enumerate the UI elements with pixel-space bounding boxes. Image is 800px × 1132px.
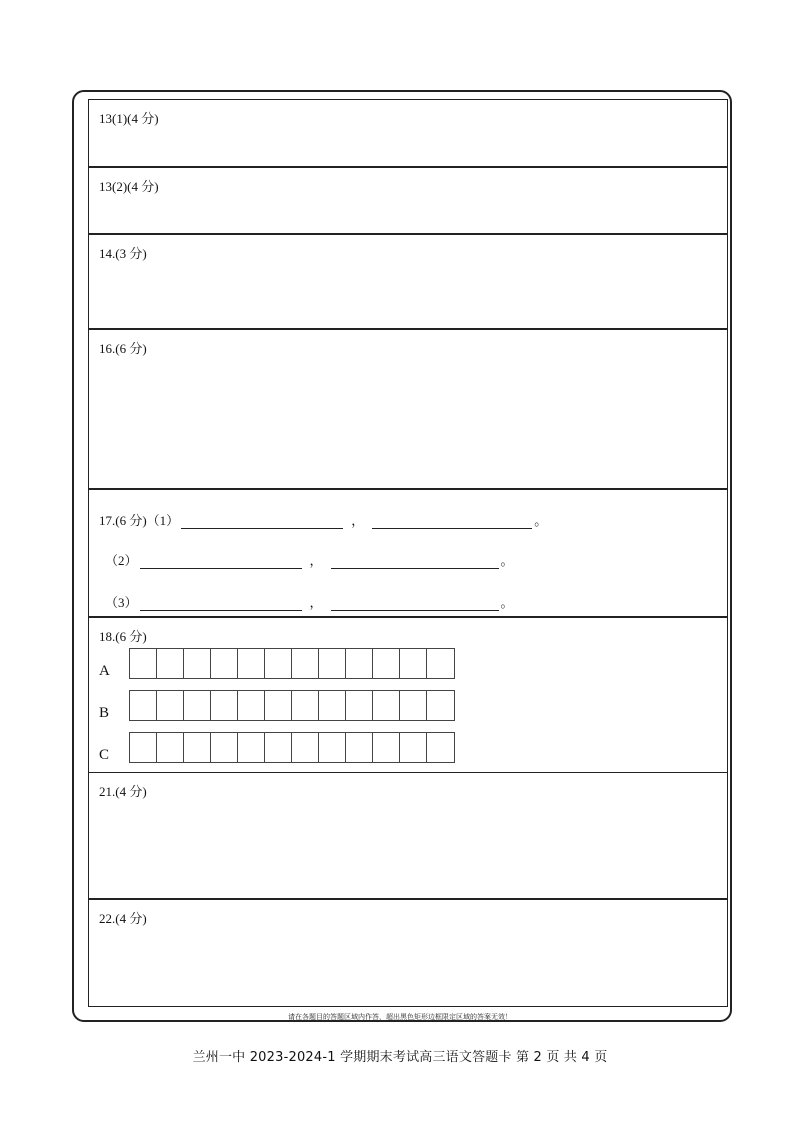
character-box[interactable] xyxy=(400,649,427,678)
page-footer: 兰州一中 2023-2024-1 学期期末考试高三语文答题卡 第 2 页 共 4 页 xyxy=(192,1050,608,1065)
period: 。 xyxy=(500,595,514,610)
character-box[interactable] xyxy=(319,649,346,678)
option-letter: C xyxy=(99,747,110,763)
question-label: 21.(4 分) xyxy=(99,784,147,799)
character-box[interactable] xyxy=(400,691,427,720)
character-box[interactable] xyxy=(373,691,400,720)
question-label: 18.(6 分) xyxy=(99,629,147,644)
character-box[interactable] xyxy=(238,649,265,678)
answer-area-13-1[interactable] xyxy=(88,99,728,167)
character-box[interactable] xyxy=(292,691,319,720)
character-box[interactable] xyxy=(238,691,265,720)
character-box[interactable] xyxy=(400,733,427,762)
grid-row-a xyxy=(99,648,455,679)
answer-area-16[interactable] xyxy=(88,329,728,489)
character-box[interactable] xyxy=(238,733,265,762)
character-box[interactable] xyxy=(373,733,400,762)
answer-area-18 xyxy=(88,617,728,773)
answer-area-21[interactable] xyxy=(88,772,728,899)
boundary-notice: 请在各题目的答题区域内作答，超出黑色矩形边框限定区域的答案无效！ xyxy=(288,1013,512,1021)
character-box[interactable] xyxy=(157,649,184,678)
period: 。 xyxy=(500,553,514,568)
character-box[interactable] xyxy=(319,691,346,720)
character-box[interactable] xyxy=(427,691,454,720)
character-box[interactable] xyxy=(265,691,292,720)
character-box[interactable] xyxy=(346,691,373,720)
character-box[interactable] xyxy=(427,733,454,762)
character-box[interactable] xyxy=(157,733,184,762)
character-box[interactable] xyxy=(184,691,211,720)
character-box[interactable] xyxy=(157,691,184,720)
question-label: 14.(3 分) xyxy=(99,246,147,261)
comma: ， xyxy=(351,513,365,528)
answer-area-17 xyxy=(88,489,728,617)
fill-blank[interactable] xyxy=(140,598,302,611)
character-box[interactable] xyxy=(427,649,454,678)
period: 。 xyxy=(534,513,548,528)
fill-blank[interactable] xyxy=(181,516,343,529)
character-box[interactable] xyxy=(292,649,319,678)
character-box[interactable] xyxy=(373,649,400,678)
character-box[interactable] xyxy=(130,691,157,720)
fill-blank[interactable] xyxy=(140,556,302,569)
character-box[interactable] xyxy=(265,733,292,762)
comma: ， xyxy=(309,553,323,568)
option-letter: A xyxy=(99,663,110,679)
character-box[interactable] xyxy=(211,691,238,720)
character-box[interactable] xyxy=(130,649,157,678)
character-grid xyxy=(129,732,455,763)
grid-row-c xyxy=(99,732,455,763)
answer-area-13-2[interactable] xyxy=(88,167,728,234)
option-letter: B xyxy=(99,705,110,721)
comma: ， xyxy=(309,595,323,610)
part-label: （3） xyxy=(105,595,138,610)
character-box[interactable] xyxy=(184,649,211,678)
question-label: 17.(6 分) xyxy=(99,513,147,528)
character-grid xyxy=(129,648,455,679)
question-label: 16.(6 分) xyxy=(99,341,147,356)
character-box[interactable] xyxy=(184,733,211,762)
answer-area-14[interactable] xyxy=(88,234,728,329)
question-label: 13(1)(4 分) xyxy=(99,111,159,126)
character-box[interactable] xyxy=(211,733,238,762)
fill-blank[interactable] xyxy=(331,556,499,569)
character-box[interactable] xyxy=(319,733,346,762)
character-box[interactable] xyxy=(292,733,319,762)
fill-blank[interactable] xyxy=(331,598,499,611)
grid-row-b xyxy=(99,690,455,721)
character-box[interactable] xyxy=(346,649,373,678)
character-box[interactable] xyxy=(265,649,292,678)
fill-blank[interactable] xyxy=(372,516,532,529)
character-grid xyxy=(129,690,455,721)
part-label: （1） xyxy=(146,513,180,528)
answer-area-22[interactable] xyxy=(88,899,728,1007)
part-label: （2） xyxy=(105,553,138,568)
character-box[interactable] xyxy=(211,649,238,678)
question-label: 13(2)(4 分) xyxy=(99,179,159,194)
character-box[interactable] xyxy=(346,733,373,762)
question-label: 22.(4 分) xyxy=(99,911,147,926)
character-box[interactable] xyxy=(130,733,157,762)
